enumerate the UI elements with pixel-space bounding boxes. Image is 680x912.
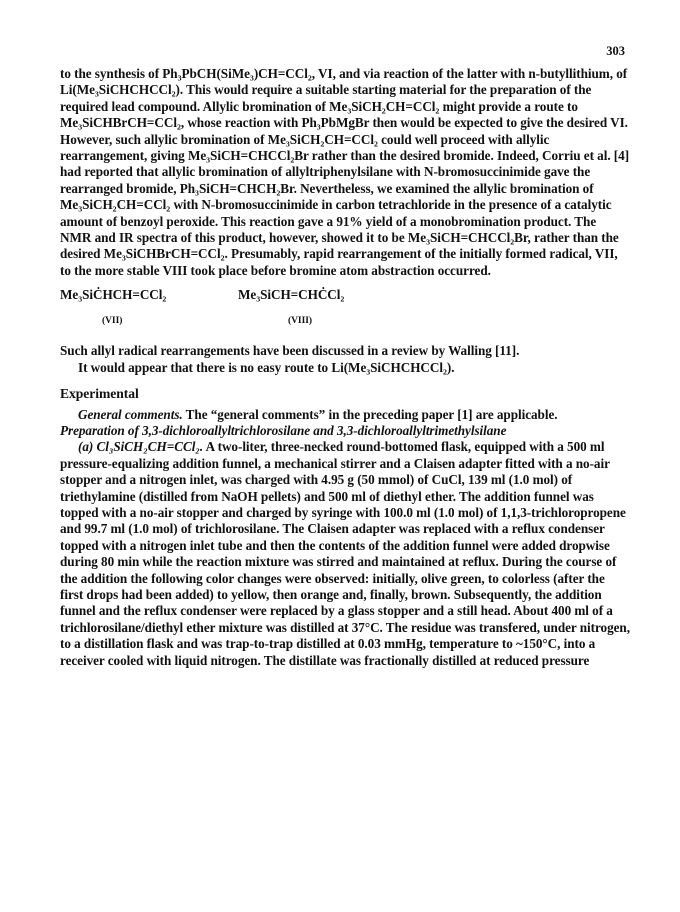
formula-vii: Me₃SiĊHCH=CCl₂ [60,287,167,303]
label-viii: (VIII) [288,316,312,327]
general-comments [60,407,630,423]
paragraph-2: Such allyl radical rearrangements have been discussed in a review by Walling [11]. [60,343,520,359]
preparation-heading: Preparation of 3,3-dichloroallyltrichlorosilane and 3,3-dichloroallyltrimethylsilane [60,422,507,438]
preparation-a [60,439,630,669]
section-heading-experimental: Experimental [60,386,139,402]
preparation-a-label: (a) Cl₃SiCH₂CH=CCl₂. [78,439,204,455]
label-vii: (VII) [102,316,123,327]
page-number: 303 [606,44,625,58]
radical-formulas [60,287,630,343]
preparation-a-body: A two-liter, three-necked round-bottomed flask, equipped with a 500 ml pressure-equalizing addition funnel, a mechanical stirrer and a Claisen adapter fitted with a no-air stopper and a nitrogen inlet, was charged with 4.95 g (50 mmol) of CuCl, 139 ml (1.0 mol) of triethylamine (distilled from NaOH pellets) and 500 ml of diethyl ether. The addition funnel was topped with a no-air stopper and charged by syringe with 100.0 ml (1.0 mol) of 1,1,3-trichloropropene and 99.7 ml (1.0 mol) of trichlorosilane. The Claisen adapter was replaced with a reflux condenser topped with a nitrogen inlet tube and then the contents of the addition funnel were added dropwise during 80 min while the reaction mixture was stirred and maintained at reflux. During the course of the addition the following color changes were observed: initially, olive green, to colorless (after the first drops had been added) to yellow, then orange and, finally, brown. Subsequently, the addition funnel and the reflux condenser were replaced by a glass stopper and a still head. About 400 ml of a trichlorosilane/diethyl ether mixture was distilled at 37°C. The residue was transfered, under nitrogen, to a distillation flask and was trap-to-trap distilled at 0.03 mmHg, temperature to ~150°C, into a receiver cooled with liquid nitrogen. The distillate was fractionally distilled at reduced pressure [60,439,630,668]
formula-viii: Me₃SiCH=CHĊCl₂ [238,287,345,303]
paragraph-1: to the synthesis of Ph₃PbCH(SiMe₃)CH=CCl₂, VI, and via reaction of the latter with n-butyllithium, of Li(Me₃SiCHCHCCl₂). This would require a suitable starting material for the preparation of the required lead compound. Allylic bromination of Me₃SiCH₂CH=CCl₂ might provide a route to Me₃SiCHBrCH=CCl₂, whose reaction with Ph₃PbMgBr then would be expected to give the desired VI. However, such allylic bromination of Me₃SiCH₂CH=CCl₂ could well proceed with allylic rearrangement, giving Me₃SiCH=CHCCl₂Br rather than the desired bromide. Indeed, Corriu et al. [4] had reported that allylic bromination of allyltriphenylsilane with N-bromosuccinimide gave the rearranged bromide, Ph₃SiCH=CHCH₂Br. Nevertheless, we examined the allylic bromination of Me₃SiCH₂CH=CCl₂ with N-bromosuccinimide in carbon tetrachloride in the presence of a catalytic amount of benzoyl peroxide. This reaction gave a 91% yield of a monobromination product. The NMR and IR spectra of this product, however, showed it to be Me₃SiCH=CHCCl₂Br, rather than the desired Me₃SiCHBrCH=CCl₂. Presumably, rapid rearrangement of the initially formed radical, VII, to the more stable VIII took place before bromine atom abstraction occurred. [60,66,630,278]
general-comments-body: The “general comments” in the preceding paper [1] are applicable. [182,406,558,422]
general-comments-title: General comments. [78,406,183,422]
body-text [60,66,630,669]
paragraph-3: It would appear that there is no easy route to Li(Me₃SiCHCHCCl₂). [78,359,455,375]
